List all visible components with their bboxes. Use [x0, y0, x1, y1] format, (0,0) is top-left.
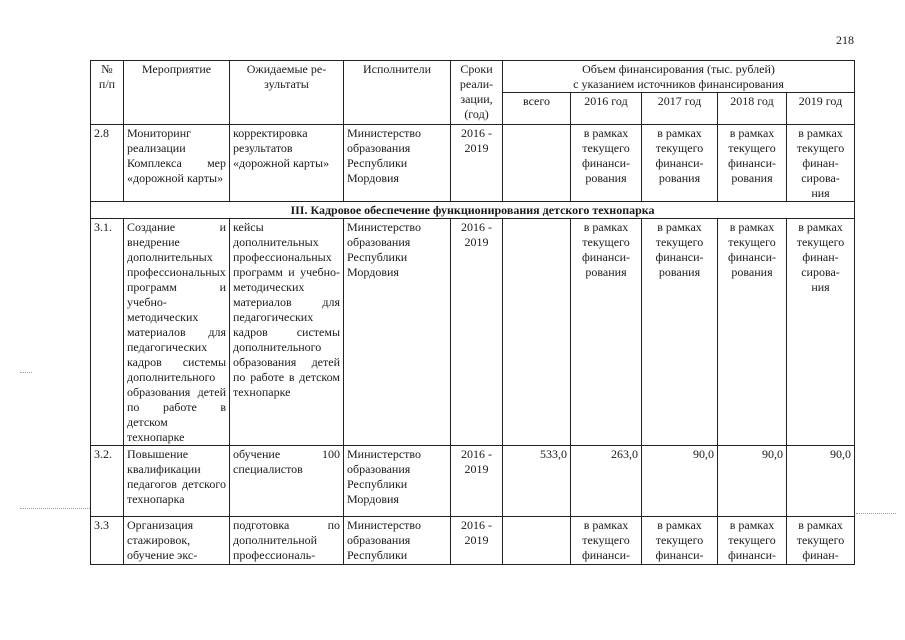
- table-row: [91, 125, 855, 202]
- row-num: 2.8: [91, 125, 124, 202]
- row-num: 3.1.: [91, 219, 124, 446]
- page-number: 218: [836, 33, 854, 47]
- header-2019: 2019 год: [787, 93, 855, 125]
- row-2016: в рамках текущего финанси- рования: [571, 219, 642, 446]
- row-total: [503, 517, 571, 565]
- section-title: III. Кадровое обеспечение функционирования детского технопарка: [91, 202, 855, 219]
- row-2016: в рамках текущего финанси-: [571, 517, 642, 565]
- row-2018: в рамках текущего финанси-: [718, 517, 787, 565]
- row-terms: 2016 - 2019: [451, 517, 503, 565]
- row-2017: в рамках текущего финанси- рования: [642, 219, 718, 446]
- row-2016: в рамках текущего финанси- рования: [571, 125, 642, 202]
- row-terms: 2016 - 2019: [451, 125, 503, 202]
- row-num: 3.3: [91, 517, 124, 565]
- header-activity: Мероприятие: [124, 61, 230, 125]
- header-funding-group: Объем финансирования (тыс. рублей) с указанием источников финансирования: [503, 61, 855, 93]
- row-activity: Организация стажировок, обучение экс-: [124, 517, 230, 565]
- section-row: [91, 202, 855, 219]
- row-2018: 90,0: [718, 446, 787, 517]
- header-total: всего: [503, 93, 571, 125]
- header-results: Ожидаемые ре- зультаты: [230, 61, 344, 125]
- header-2018: 2018 год: [718, 93, 787, 125]
- table-row: [91, 219, 855, 446]
- row-2019: в рамках текущего финан-: [787, 517, 855, 565]
- row-activity: Мониторинг реализации Комплекса мер «дорожной карты»: [124, 125, 230, 202]
- row-executors: Министерство образования Республики: [344, 517, 451, 565]
- table-row: [91, 446, 855, 517]
- row-total: 533,0: [503, 446, 571, 517]
- row-total: [503, 125, 571, 202]
- scan-artifact: [856, 513, 896, 514]
- row-2017: в рамках текущего финанси- рования: [642, 125, 718, 202]
- scan-artifact: [20, 508, 90, 509]
- row-activity: Создание и внедрение дополнительных профессиональных программ и учебно-методических материалов для педагогических кадров системы дополнительного образования детей по работе в детском технопарке: [124, 219, 230, 446]
- header-2016: 2016 год: [571, 93, 642, 125]
- header-executors: Исполнители: [344, 61, 451, 125]
- header-row: [91, 61, 855, 93]
- row-2017: 90,0: [642, 446, 718, 517]
- row-executors: Министерство образования Республики Мордовия: [344, 125, 451, 202]
- header-2017: 2017 год: [642, 93, 718, 125]
- scan-artifact: [20, 372, 32, 373]
- header-num: № п/п: [91, 61, 124, 125]
- financing-table: [90, 60, 855, 565]
- row-executors: Министерство образования Республики Мордовия: [344, 446, 451, 517]
- row-results: подготовка по дополнительной профессиональ-: [230, 517, 344, 565]
- row-2019: в рамках текущего финан- сирова- ния: [787, 219, 855, 446]
- row-2017: в рамках текущего финанси-: [642, 517, 718, 565]
- header-terms: Сроки реали- зации, (год): [451, 61, 503, 125]
- row-terms: 2016 - 2019: [451, 446, 503, 517]
- table-row: [91, 517, 855, 565]
- row-results: корректировка результатов «дорожной карты»: [230, 125, 344, 202]
- row-results: кейсы дополнительных профессиональных программ и учебно-методических материалов для педагогических кадров системы дополнительного образования детей по работе в детском технопарке: [230, 219, 344, 446]
- row-num: 3.2.: [91, 446, 124, 517]
- row-results: обучение 100 специалистов: [230, 446, 344, 517]
- row-2016: 263,0: [571, 446, 642, 517]
- row-total: [503, 219, 571, 446]
- row-2019: 90,0: [787, 446, 855, 517]
- row-2019: в рамках текущего финан- сирова- ния: [787, 125, 855, 202]
- row-2018: в рамках текущего финанси- рования: [718, 125, 787, 202]
- row-terms: 2016 - 2019: [451, 219, 503, 446]
- row-2018: в рамках текущего финанси- рования: [718, 219, 787, 446]
- row-activity: Повышение квалификации педагогов детского технопарка: [124, 446, 230, 517]
- row-executors: Министерство образования Республики Мордовия: [344, 219, 451, 446]
